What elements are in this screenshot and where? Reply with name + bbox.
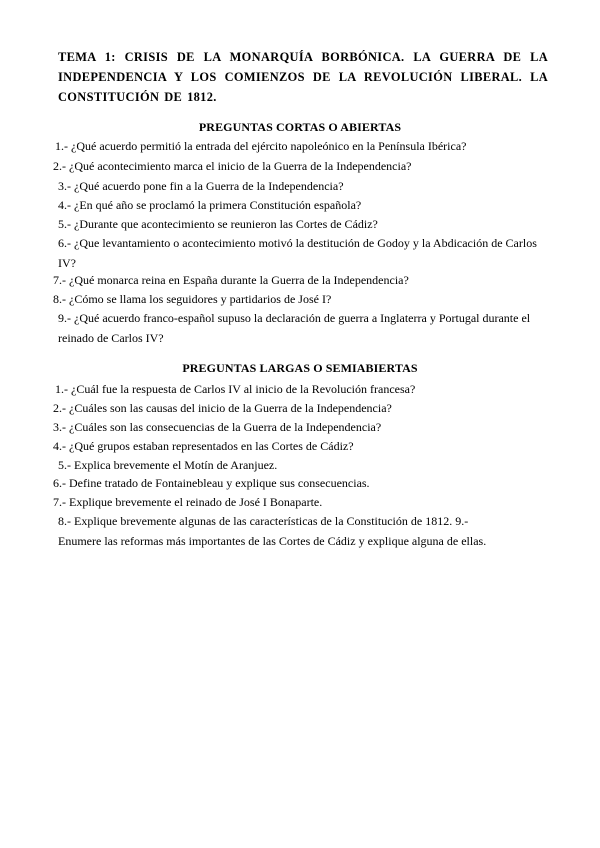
short-question-4: 4.- ¿En qué año se proclamó la primera Constitución española? [58, 198, 362, 212]
long-question-8: 8.- Explique brevemente algunas de las características de la Constitución de 1812. 9.- Enumere las reformas más importantes de las Cortes de Cádiz y explique alguna de ellas. [58, 514, 487, 548]
long-question-2: 2.- ¿Cuáles son las causas del inicio de la Guerra de la Independencia? [53, 401, 392, 415]
short-question-3: 3.- ¿Qué acuerdo pone fin a la Guerra de la Independencia? [58, 179, 344, 193]
long-question-3: 3.- ¿Cuáles son las consecuencias de la Guerra de la Independencia? [53, 420, 382, 434]
short-question-7: 7.- ¿Qué monarca reina en España durante la Guerra de la Independencia? [53, 273, 409, 287]
short-questions-heading: PREGUNTAS CORTAS O ABIERTAS [198, 120, 402, 134]
short-question-5: 5.- ¿Durante que acontecimiento se reunieron las Cortes de Cádiz? [58, 217, 378, 231]
long-question-6: 6.- Define tratado de Fontainebleau y explique sus consecuencias. [53, 476, 370, 490]
long-question-4: 4.- ¿Qué grupos estaban representados en las Cortes de Cádiz? [53, 439, 354, 453]
short-question-2: 2.- ¿Qué acontecimiento marca el inicio de la Guerra de la Independencia? [53, 159, 412, 173]
short-question-1: 1.- ¿Qué acuerdo permitió la entrada del ejército napoleónico en la Península Ibérica? [55, 139, 467, 153]
long-question-5: 5.- Explica brevemente el Motín de Aranjuez. [58, 458, 278, 472]
document-title: TEMA 1: CRISIS DE LA MONARQUÍA BORBÓNICA. LA GUERRA DE LA INDEPENDENCIA Y LOS COMIENZOS DE LA REVOLUCIÓN LIBERAL. LA CONSTITUCIÓN DE 1812. [58, 50, 548, 104]
short-question-9: 9.- ¿Qué acuerdo franco-español supuso la declaración de guerra a Inglaterra y Portugal durante el reinado de Carlos IV? [58, 311, 531, 345]
long-question-7: 7.- Explique brevemente el reinado de José I Bonaparte. [53, 495, 323, 509]
short-question-8: 8.- ¿Cómo se llama los seguidores y partidarios de José I? [53, 292, 332, 306]
short-question-6: 6.- ¿Que levantamiento o acontecimiento motivó la destitución de Godoy y la Abdicación de Carlos IV? [58, 236, 537, 270]
long-questions-heading: PREGUNTAS LARGAS O SEMIABIERTAS [182, 361, 418, 375]
long-question-1: 1.- ¿Cuál fue la respuesta de Carlos IV al inicio de la Revolución francesa? [55, 382, 416, 396]
